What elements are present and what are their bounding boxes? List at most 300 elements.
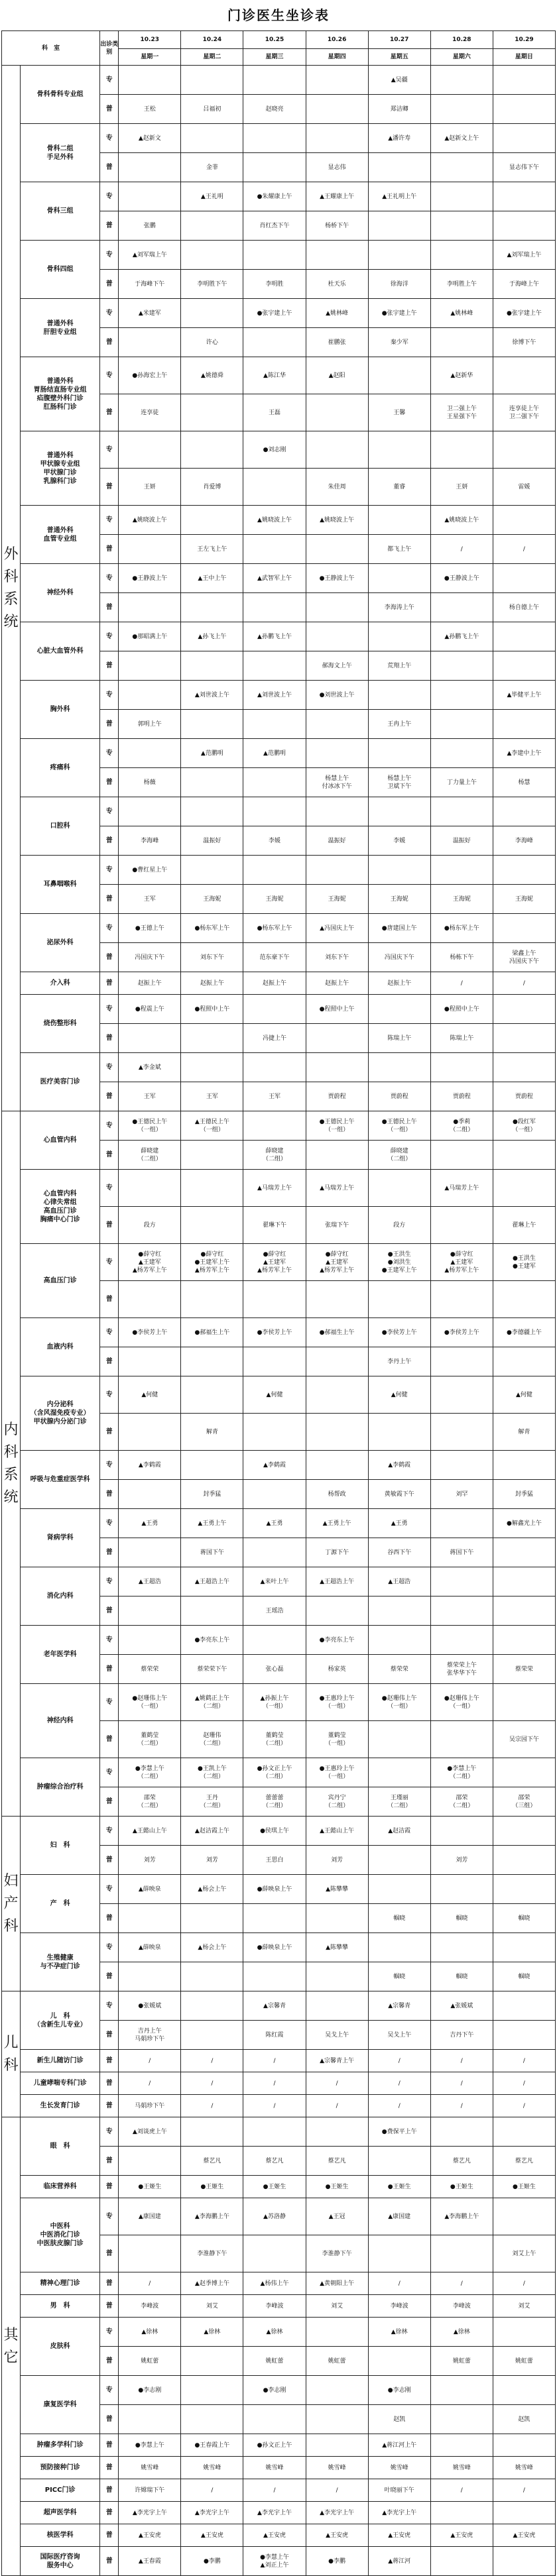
department-name: 骨科二组 手足外科 [21,124,100,182]
schedule-cell [243,797,306,826]
schedule-cell [430,2376,493,2405]
date-header: 10.25 [243,31,306,49]
schedule-cell [368,1875,430,1904]
schedule-cell: 刘东下午 [181,943,243,972]
schedule-cell: ●李侯芳上午 [243,1318,306,1347]
table-row [2,2524,556,2547]
schedule-cell: 连享徒上午 卫二强下午 [493,394,555,431]
visit-type: 普 [100,394,119,431]
schedule-cell [493,2198,555,2235]
schedule-cell: / [243,2050,306,2072]
schedule-cell [243,1281,306,1318]
schedule-cell: ▲赵洁霞上午 [181,1817,243,1846]
schedule-cell: 刘艾 [306,2295,368,2318]
schedule-cell: 刘芳 [181,1846,243,1875]
schedule-cell: ●张宇建上午 [243,299,306,328]
schedule-cell: 吴戈上午 [368,2021,430,2050]
schedule-cell: 王瑶浩 [243,1596,306,1626]
schedule-cell: 冯国庆下午 [119,943,181,972]
schedule-cell: ●段红军 （一组） [493,1111,555,1141]
visit-type: 专 [100,856,119,885]
schedule-cell: 段方 [119,1207,181,1244]
schedule-cell: / [181,2095,243,2117]
visit-type: 专 [100,431,119,469]
schedule-cell [306,535,368,564]
category-label: 妇 产 科 [2,1817,21,1991]
schedule-cell [306,124,368,153]
schedule-cell: 张鹏 [119,211,181,241]
schedule-cell [181,797,243,826]
schedule-cell: 解青 [493,1414,555,1451]
schedule-cell: 谷西下午 [368,1538,430,1567]
schedule-cell: 杨桥下午 [306,211,368,241]
schedule-cell [306,1281,368,1318]
schedule-cell: ●王德民上午 （一组） [306,1111,368,1141]
schedule-cell: ●王春霞上午 [181,2434,243,2457]
schedule-cell: 封季猛 [493,1480,555,1509]
schedule-cell: 蕾蕾蕾 （二组） [243,1787,306,1817]
schedule-cell [181,768,243,797]
visit-type: 普 [100,826,119,856]
schedule-cell: ▲王勇 [119,1509,181,1538]
table-row [2,2176,556,2198]
schedule-cell: 刘芳 [306,1846,368,1875]
schedule-cell [306,2376,368,2405]
department-name: 中医科 中医消化门诊 中医肤皮腺门诊 [21,2198,100,2272]
schedule-cell [430,1451,493,1480]
schedule-cell: 李明胜下午 [181,270,243,299]
schedule-cell: ▲刘世波上午 [243,681,306,710]
schedule-cell: / [306,2479,368,2502]
visit-type: 专 [100,564,119,593]
department-name: 泌尿外科 [21,914,100,972]
schedule-cell: ▲李光宇上午 [306,2502,368,2524]
schedule-cell [243,1111,306,1141]
table-row [2,797,556,826]
visit-type: 普 [100,1904,119,1933]
weekday-header: 星期六 [430,49,493,66]
schedule-cell: ▲徐林 [119,2318,181,2347]
schedule-cell: ▲赵新文 [119,124,181,153]
table-row [2,1509,556,1538]
schedule-cell: 蔡艺凡 [493,2147,555,2176]
schedule-cell: ●杨东军上午 [243,914,306,943]
visit-type: 普 [100,2547,119,2576]
schedule-cell: ▲王安虎 [243,2524,306,2547]
schedule-cell: ▲姚林峰 [306,299,368,328]
schedule-cell: 刘罕 [430,1480,493,1509]
visit-type: 专 [100,1684,119,1721]
schedule-cell: 杨家英 [306,1655,368,1684]
table-row [2,739,556,768]
schedule-cell: 马娟珍下午 [119,2095,181,2117]
schedule-cell [368,797,430,826]
department-name: 骨科四组 [21,241,100,299]
table-row [2,2295,556,2318]
schedule-cell: 刘芳 [430,1846,493,1875]
schedule-cell [243,66,306,95]
visit-type: 普 [100,885,119,914]
schedule-cell: ●李志刚 [243,2376,306,2405]
schedule-cell: 显志伟下午 [493,153,555,182]
schedule-cell: ▲王超浩上午 [181,1567,243,1596]
schedule-cell [493,995,555,1024]
schedule-cell: ●王姬生 [430,2176,493,2198]
department-name: 神经外科 [21,564,100,622]
visit-type: 专 [100,506,119,535]
schedule-cell: ▲王超浩 [368,1567,430,1596]
schedule-cell: 李峰波 [368,2295,430,2318]
schedule-cell [243,153,306,182]
schedule-cell: 王海妮 [493,885,555,914]
schedule-cell [430,1626,493,1655]
schedule-cell: 蔡荣荣下午 [181,1655,243,1684]
schedule-cell: 李媛 [368,826,430,856]
schedule-cell [243,1347,306,1376]
visit-type: 专 [100,995,119,1024]
schedule-cell [119,431,181,469]
schedule-cell: ●程照中上午 [306,995,368,1024]
schedule-cell: 王海妮 [243,885,306,914]
schedule-cell: ▲马瑞芳上午 [430,1170,493,1207]
schedule-cell [181,431,243,469]
department-name: 医疗美容门诊 [21,1053,100,1111]
table-row [2,2117,556,2147]
schedule-cell [306,2117,368,2147]
schedule-cell: 于海峰上午 [493,270,555,299]
schedule-cell: ▲王安虎 [119,2524,181,2547]
schedule-cell: ▲宗馨青上午 [306,2050,368,2072]
schedule-cell: 赵珊伟 （二组） [181,1721,243,1758]
department-name: 心血管内科 [21,1111,100,1170]
schedule-cell [243,2405,306,2434]
schedule-table [1,30,556,2576]
table-row [2,856,556,885]
schedule-cell: 薛晓建 （二组） [368,1141,430,1170]
visit-type: 普 [100,2235,119,2272]
schedule-cell [306,856,368,885]
table-row [2,1817,556,1846]
schedule-cell: / [430,972,493,995]
schedule-cell: 吉丹下午 [430,2021,493,2050]
schedule-cell: ▲李光宇上午 [181,2502,243,2524]
schedule-cell: 张心磊 [243,1655,306,1684]
schedule-cell: 蔡艺凡 [181,2147,243,2176]
schedule-cell [243,1414,306,1451]
schedule-cell [493,914,555,943]
schedule-cell [430,856,493,885]
schedule-cell: ▲王耀康上午 [306,182,368,211]
visit-type: 普 [100,1347,119,1376]
department-name: 老年医学科 [21,1626,100,1684]
schedule-cell [119,681,181,710]
schedule-cell: 蔡艺凡 [430,2147,493,2176]
table-row [2,681,556,710]
schedule-cell [493,2547,555,2576]
date-header: 10.26 [306,31,368,49]
schedule-cell: 丁源下午 [306,1538,368,1567]
schedule-cell: ●张宇建上午 [493,299,555,328]
department-name: 产 科 [21,1875,100,1933]
schedule-cell [430,1281,493,1318]
schedule-cell: ●孙文正上午 （二组） [243,1758,306,1787]
schedule-cell: 刘艾 [493,2295,555,2318]
schedule-cell: 郭明上午 [119,710,181,739]
schedule-cell: 杨慧上午 付冰冰下午 [306,768,368,797]
schedule-cell [368,211,430,241]
department-name: 普通外科 胃肠结直肠专业组 疝腹壁外科门诊 肛肠科门诊 [21,357,100,431]
schedule-cell [430,95,493,124]
schedule-cell [368,1170,430,1207]
visit-type: 专 [100,1376,119,1414]
table-row [2,2198,556,2235]
schedule-cell: 杨慧 [493,768,555,797]
schedule-cell [181,1904,243,1933]
schedule-cell: 赵振上午 [368,972,430,995]
schedule-cell [430,211,493,241]
schedule-cell: 宾丹宁 （二组） [306,1787,368,1817]
department-name: 生殖健康 与不孕症门诊 [21,1933,100,1991]
schedule-cell [368,357,430,394]
schedule-cell: 徐海洋 [368,270,430,299]
schedule-cell: 贾蔚程 [306,1082,368,1111]
table-row [2,299,556,328]
visit-type: 专 [100,66,119,95]
schedule-cell [181,1207,243,1244]
schedule-cell: 李峰波 [430,2295,493,2318]
schedule-cell [368,2147,430,2176]
weekday-header: 星期二 [181,49,243,66]
schedule-cell: ●季莉 （二组） [430,1111,493,1141]
schedule-cell: ▲赵洁霞 [368,1817,430,1846]
department-name: 内分泌科 （含风湿免疫专业） 甲状腺内分泌门诊 [21,1376,100,1451]
schedule-cell [368,431,430,469]
schedule-cell [306,622,368,651]
visit-type: 普 [100,1787,119,1817]
schedule-cell [181,1962,243,1991]
schedule-cell: ●程震上午 [119,995,181,1024]
schedule-cell: ▲孙鹏飞上午 [243,622,306,651]
schedule-cell: ▲姚林峰 [430,299,493,328]
schedule-cell: ▲孙振上午 （一组） [243,1684,306,1721]
department-name: 妇 科 [21,1817,100,1875]
visit-type: 专 [100,241,119,270]
schedule-cell: ▲苏洛静 [243,2198,306,2235]
schedule-cell [493,1170,555,1207]
schedule-cell [430,2434,493,2457]
schedule-cell [430,1596,493,1626]
schedule-cell [181,1024,243,1053]
visit-type: 普 [100,95,119,124]
schedule-cell [368,1758,430,1787]
schedule-cell: ▲冯国庆上午 [306,914,368,943]
schedule-cell: 蔡荣荣 [119,1655,181,1684]
schedule-cell: 姚雪峰 [368,2457,430,2479]
schedule-cell: ●王姬生 [243,2176,306,2198]
schedule-cell: 姚雪峰 [430,2457,493,2479]
schedule-cell [430,1347,493,1376]
schedule-cell: ●张宇建上午 [368,299,430,328]
schedule-cell: 李明胜上午 [430,270,493,299]
schedule-cell [306,1376,368,1414]
schedule-cell [181,1053,243,1082]
schedule-cell [430,2117,493,2147]
schedule-cell: ●程照中上午 [181,995,243,1024]
department-name: 普通外科 甲状腺专业组 甲状腺门诊 乳腺科门诊 [21,431,100,506]
table-row [2,2050,556,2072]
schedule-cell: 都飞上午 [368,535,430,564]
schedule-cell [368,1846,430,1875]
schedule-cell: ▲姚晓波上午 [306,506,368,535]
schedule-cell [493,1141,555,1170]
schedule-cell: ▲李光宇上午 [368,2502,430,2524]
table-row [2,2095,556,2117]
department-name: 介入科 [21,972,100,995]
visit-type: 普 [100,1141,119,1170]
schedule-cell: ●王静波上午 [430,564,493,593]
schedule-cell [181,1451,243,1480]
schedule-cell [306,1053,368,1082]
schedule-cell [119,1596,181,1626]
schedule-cell [493,1626,555,1655]
schedule-cell: ●薛映泉上午 [243,1933,306,1962]
schedule-cell [119,1904,181,1933]
schedule-cell: ▲徐林 [243,2318,306,2347]
schedule-cell [368,1053,430,1082]
schedule-cell [493,1758,555,1787]
schedule-cell: 董鹤莹 （一组） [306,1721,368,1758]
schedule-cell [430,153,493,182]
schedule-cell [430,2405,493,2434]
schedule-cell [493,431,555,469]
schedule-cell [243,1962,306,1991]
weekday-header: 星期一 [119,49,181,66]
schedule-cell [181,1347,243,1376]
schedule-cell: ●李志刚 [119,2376,181,2405]
schedule-cell [119,1626,181,1655]
table-row [2,1758,556,1787]
schedule-cell: ▲徐林 [430,2318,493,2347]
schedule-cell: / [119,2272,181,2295]
schedule-cell: 陈红霞 [243,2021,306,2050]
schedule-cell: ●李亮东上午 [181,1626,243,1655]
schedule-cell: 李淮静下午 [306,2235,368,2272]
schedule-cell [368,739,430,768]
schedule-cell [493,1024,555,1053]
visit-type: 专 [100,797,119,826]
schedule-cell: 杨栋下午 [430,943,493,972]
schedule-cell: ▲宗馨青 [243,1991,306,2021]
schedule-cell: ▲杨伟上午 [243,2272,306,2295]
schedule-cell: ●郝福生上午 [306,1318,368,1347]
schedule-cell: ▲李金斌 [119,1053,181,1082]
schedule-cell: ●王惠玲上午 （一组） [306,1758,368,1787]
schedule-cell: ●张媛斌 [119,1991,181,2021]
schedule-cell [493,95,555,124]
schedule-cell [181,299,243,328]
department-name: 国际医疗咨询 服务中心 [21,2547,100,2576]
schedule-cell [306,95,368,124]
schedule-cell [243,241,306,270]
schedule-cell: ●薛映泉上午 [243,1875,306,1904]
schedule-cell [493,124,555,153]
schedule-cell: 帼晓 [368,1962,430,1991]
type-column-header: 出诊类别 [100,31,119,66]
schedule-cell: ●李慧上午 （二组） [430,1758,493,1787]
schedule-cell [493,182,555,211]
schedule-cell: 杨薇 [119,768,181,797]
schedule-cell: / [493,2050,555,2072]
schedule-cell [430,1414,493,1451]
schedule-cell: ●赵珊伟上午 （一组） [119,1684,181,1721]
schedule-cell: 王妍 [119,469,181,506]
schedule-cell [430,241,493,270]
schedule-cell: ●王洪生 ●王建军 [493,1244,555,1281]
schedule-cell: 蔡艺凡 [306,2147,368,2176]
weekday-header: 星期日 [493,49,555,66]
schedule-cell: 董睿 [368,469,430,506]
schedule-cell [181,1141,243,1170]
schedule-cell [368,2347,430,2376]
table-row [2,972,556,995]
schedule-cell [119,1480,181,1509]
table-row [2,1053,556,1082]
schedule-cell: 王海妮 [368,885,430,914]
schedule-cell: ▲武智军上午 [243,564,306,593]
schedule-cell: ●薛守红 ▲王建军 ▲杨芳军上午 [243,1244,306,1281]
schedule-cell: ▲何健 [119,1376,181,1414]
schedule-cell: / [306,2095,368,2117]
schedule-cell: 崔鹏张 [306,328,368,357]
table-row [2,66,556,95]
schedule-cell [493,651,555,681]
table-row [2,1244,556,1281]
schedule-cell [119,182,181,211]
department-name: 生长发育门诊 [21,2095,100,2117]
schedule-cell: 姚雪峰 [181,2457,243,2479]
schedule-cell: ●李慧上午 （二组） [119,1758,181,1787]
schedule-cell [493,506,555,535]
visit-type: 专 [100,2117,119,2147]
visit-type: 专 [100,739,119,768]
schedule-cell: 荒翔上午 [368,651,430,681]
schedule-cell [306,431,368,469]
visit-type: 专 [100,1053,119,1082]
schedule-cell [306,2434,368,2457]
visit-type: 专 [100,1567,119,1596]
table-row [2,357,556,394]
schedule-cell [119,593,181,622]
schedule-cell: ●刘世波上午 [306,681,368,710]
schedule-cell [493,2502,555,2524]
schedule-cell: ●王洪生 ●刘洪生 ●王建军上午 [368,1244,430,1281]
schedule-cell: ▲赵季博上午 [181,2272,243,2295]
dept-column-header: 科 室 [2,31,100,66]
table-row [2,2318,556,2347]
schedule-cell [493,357,555,394]
schedule-cell: ▲黄朝阳上午 [306,2272,368,2295]
schedule-cell [368,1281,430,1318]
visit-type: 普 [100,2479,119,2502]
schedule-cell: ▲王安虎 [368,2524,430,2547]
schedule-cell: / [119,2050,181,2072]
schedule-cell: ▲刘谈虎上午 [119,2117,181,2147]
schedule-cell: ▲王安虎 [306,2524,368,2547]
schedule-cell: ▲来叶上午 [243,1567,306,1596]
schedule-cell: / [493,972,555,995]
schedule-cell [306,1962,368,1991]
schedule-cell [243,593,306,622]
